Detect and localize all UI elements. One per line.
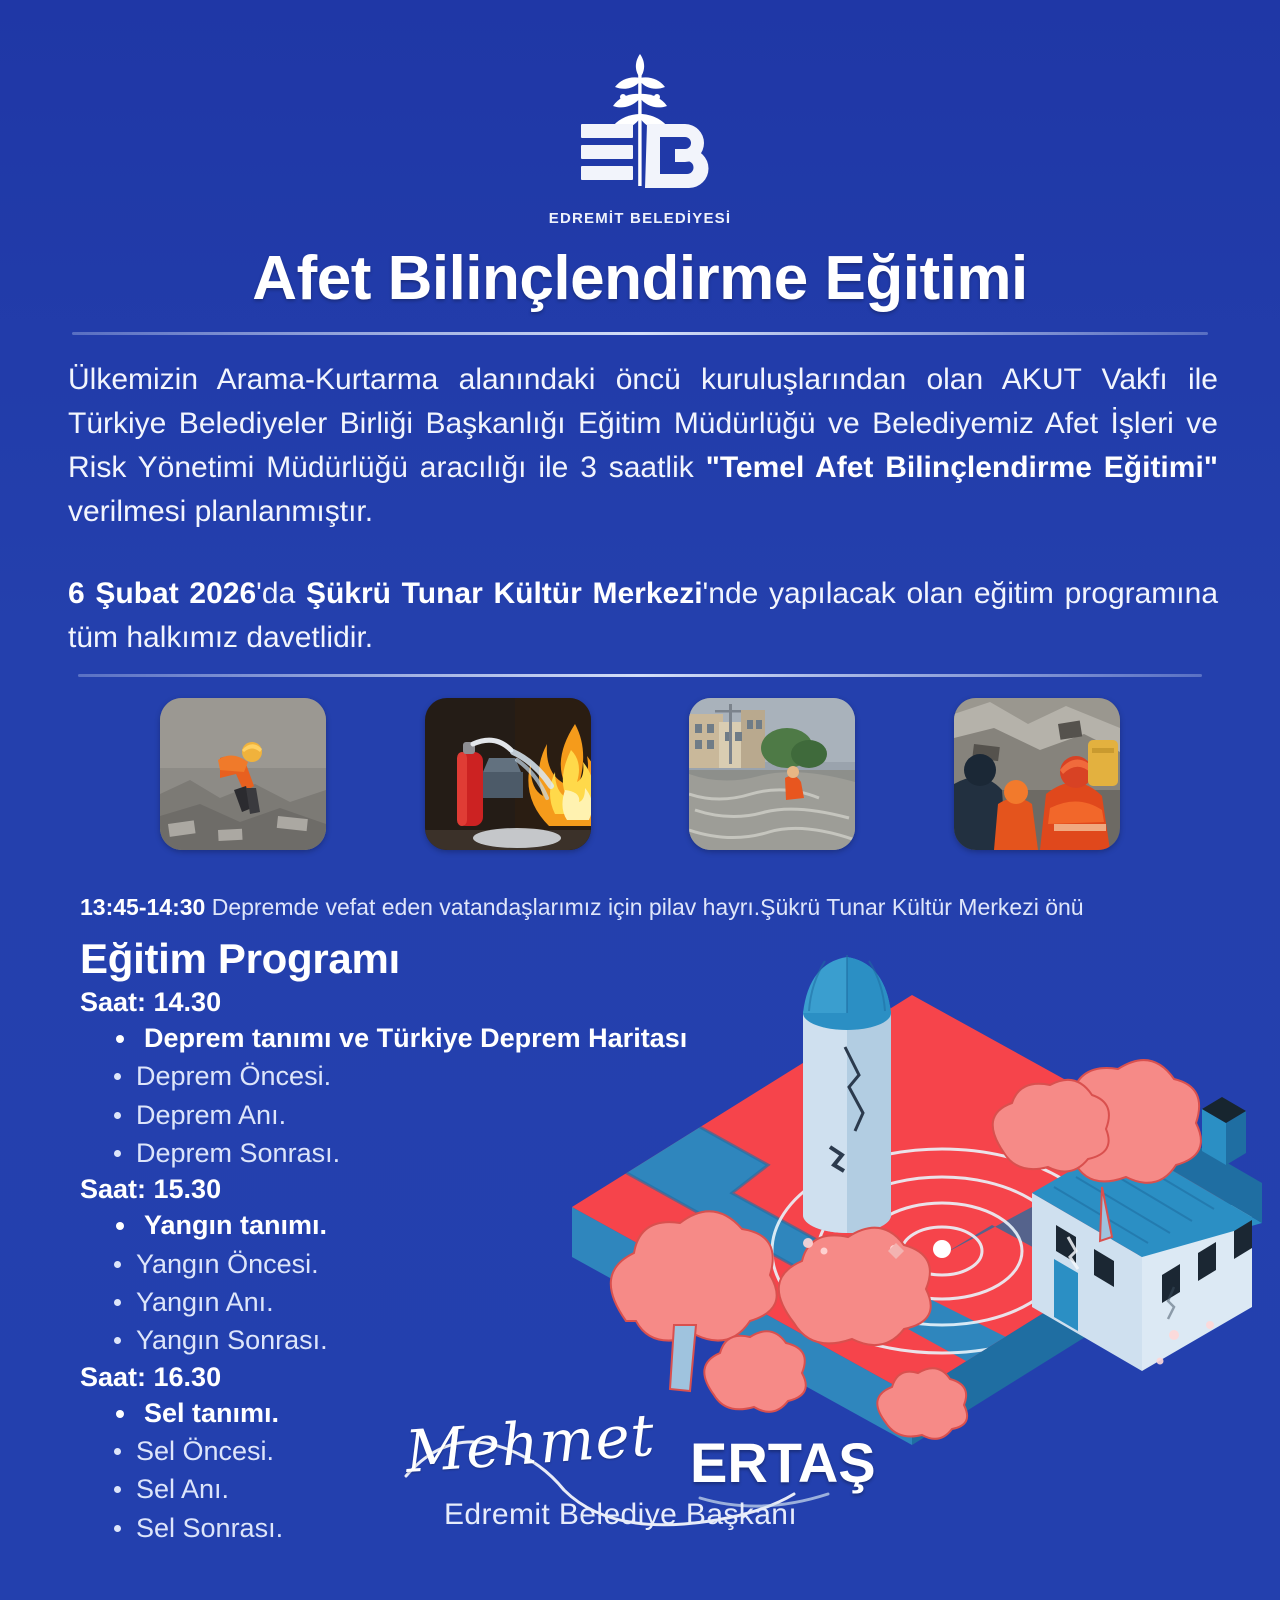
slot-topic-list — [110, 1206, 780, 1359]
intro-course-name: "Temel Afet Bilinçlendirme Eğitimi" — [705, 451, 1218, 485]
list-item: Sel Öncesi. — [110, 1432, 780, 1470]
water-tower — [803, 955, 891, 1233]
logo-caption: EDREMİT BELEDİYESİ — [548, 210, 732, 227]
intro-text-part1: Ülkemizin Arama-Kurtarma alanındaki öncü kuruluşlarından olan AKUT Vakfı ile Türkiye Belediyeler Birliği Başkanlığı Eğitim Müdürlüğü ve Belediyemiz Afet İşleri ve Risk Yönetimi Müdürlüğü aracılığı ile 3 saatlik — [68, 363, 1218, 485]
logo-block — [0, 48, 1280, 227]
page-title: Afet Bilinçlendirme Eğitimi — [252, 244, 1028, 313]
edremit-belediyesi-logo-icon — [545, 48, 735, 208]
list-item: Deprem Anı. — [110, 1096, 780, 1134]
slot-topic-list — [110, 1019, 780, 1172]
list-item: Yangın Anı. — [110, 1283, 780, 1321]
photo-flood-street — [689, 698, 855, 850]
photo-fire-extinguisher-training — [425, 698, 591, 850]
photo-strip — [160, 698, 1120, 850]
event-venue: Şükrü Tunar Kültür Merkezi — [305, 577, 703, 610]
divider-top — [72, 332, 1208, 335]
list-item: Sel Anı. — [110, 1470, 780, 1508]
date-paragraph — [68, 572, 1218, 660]
list-item: Deprem Sonrası. — [110, 1134, 780, 1172]
slot-time: Saat: 15.30 — [80, 1174, 222, 1205]
slot-time: Saat: 16.30 — [80, 1361, 222, 1392]
list-item: Yangın Sonrası. — [110, 1321, 780, 1359]
program-slot-1 — [80, 987, 780, 1172]
mayor-signature-block — [400, 1400, 940, 1542]
pilav-text: Depremde vefat eden vatandaşlarımız için pilav hayrı.Şükrü Tunar Kültür Merkezi önü — [205, 894, 1084, 920]
pilav-time: 13:45-14:30 — [80, 894, 206, 920]
date-tail: 'nde yapılacak olan eğitim programına tüm halkımız davetlidir. — [68, 577, 1218, 655]
program-slot-2 — [80, 1174, 780, 1359]
intro-text-part2: verilmesi planlanmıştır. — [68, 495, 374, 529]
list-item: Yangın Öncesi. — [110, 1245, 780, 1283]
list-item: Yangın tanımı. — [110, 1206, 780, 1244]
list-item: Sel tanımı. — [110, 1394, 780, 1432]
list-item: Deprem tanımı ve Türkiye Deprem Haritası — [110, 1019, 780, 1057]
photo-earthquake-rubble-rescuer — [160, 698, 326, 850]
divider-middle — [78, 674, 1202, 677]
event-date: 6 Şubat 2026 — [68, 577, 257, 610]
signature-role: Edremit Belediye Başkanı — [444, 1498, 798, 1531]
signature-surname: ERTAŞ — [690, 1431, 876, 1494]
list-item: Sel Sonrası. — [110, 1509, 780, 1547]
program-title: Eğitim Programı — [80, 935, 400, 982]
date-connector: 'da — [256, 577, 306, 610]
signature-script-name: Mehmet — [403, 1400, 658, 1486]
intro-paragraph — [68, 358, 1218, 534]
pilav-notice — [80, 893, 1230, 922]
slot-time: Saat: 14.30 — [80, 987, 222, 1017]
list-item: Deprem Öncesi. — [110, 1057, 780, 1095]
photo-rescue-team-debris — [954, 698, 1120, 850]
